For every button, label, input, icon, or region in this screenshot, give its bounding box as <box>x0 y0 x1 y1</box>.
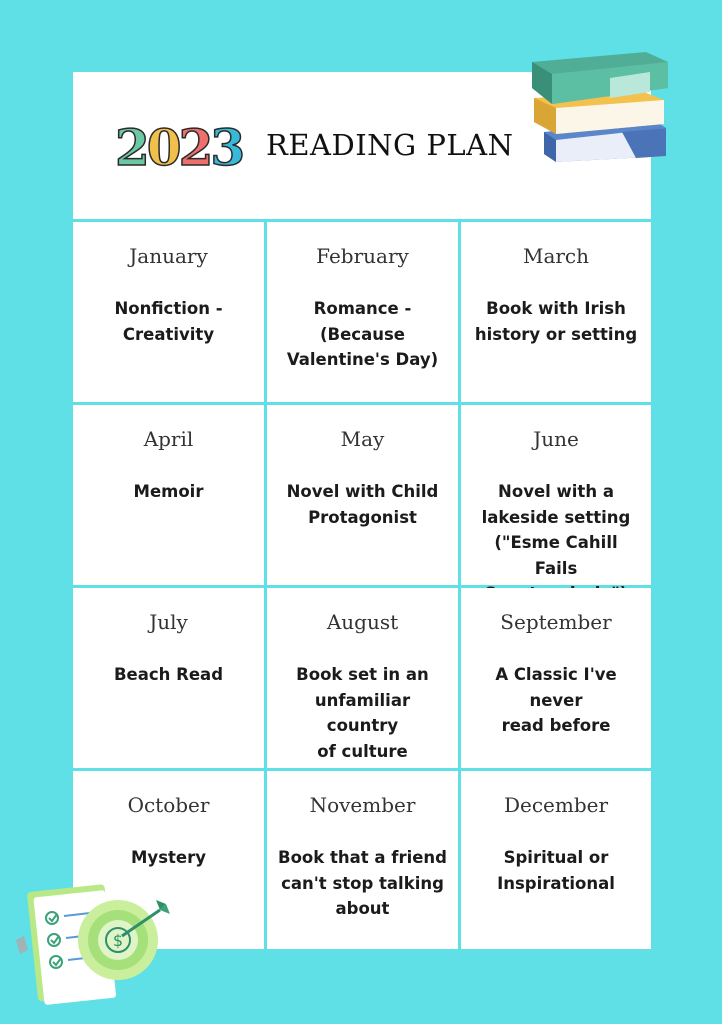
month-card <box>267 222 458 402</box>
month-card <box>73 588 264 768</box>
month-name: November <box>309 793 416 817</box>
month-card <box>73 222 264 402</box>
month-card <box>461 222 651 402</box>
month-card <box>461 405 651 585</box>
book-prompt: Mystery <box>131 848 206 867</box>
book-prompt: Book with Irish history or setting <box>474 299 638 344</box>
month-name: September <box>500 610 612 634</box>
year-title <box>115 118 245 178</box>
book-prompt: Spiritual or Inspirational <box>497 848 615 893</box>
month-name: July <box>149 610 188 634</box>
book-prompt: Memoir <box>133 482 204 501</box>
month-name: April <box>143 427 194 451</box>
month-name: June <box>533 427 579 451</box>
year-digit: 0 <box>146 118 179 177</box>
month-name: May <box>340 427 385 451</box>
month-name: December <box>503 793 609 817</box>
month-card <box>73 405 264 585</box>
month-card <box>461 771 651 949</box>
book-prompt: Novel with Child Protagonist <box>286 482 439 527</box>
book-prompt: Beach Read <box>113 665 223 684</box>
month-name: March <box>522 244 590 268</box>
book-prompt: Novel with a lakeside setting ("Esme Cahill Fails <box>481 482 631 578</box>
month-card <box>267 405 458 585</box>
goal-target-icon <box>10 880 180 1015</box>
book-prompt: Book set in an unfamiliar country of culture <box>296 665 429 761</box>
month-card <box>267 771 458 949</box>
reading-plan-sheet <box>73 72 651 950</box>
book-prompt: Romance - (Because Valentine's Day) <box>286 299 439 369</box>
year-digit: 3 <box>210 118 243 177</box>
paperclip-icon <box>16 936 28 954</box>
month-card <box>461 588 651 768</box>
month-name: January <box>129 244 208 268</box>
year-digit: 2 <box>115 118 147 177</box>
book-stack-icon <box>526 48 676 168</box>
page-title: READING PLAN <box>266 128 514 162</box>
month-name: February <box>316 244 409 268</box>
book-prompt: Book that a friend can't stop talking about <box>278 848 447 918</box>
month-name: October <box>127 793 210 817</box>
month-grid <box>73 222 651 949</box>
svg-text:$: $ <box>112 931 124 950</box>
book-prompt: A Classic I've never read before <box>495 665 617 735</box>
month-name: August <box>326 610 399 634</box>
book-prompt: Nonfiction - Creativity <box>114 299 223 344</box>
year-digit: 2 <box>178 118 211 177</box>
month-card <box>267 588 458 768</box>
